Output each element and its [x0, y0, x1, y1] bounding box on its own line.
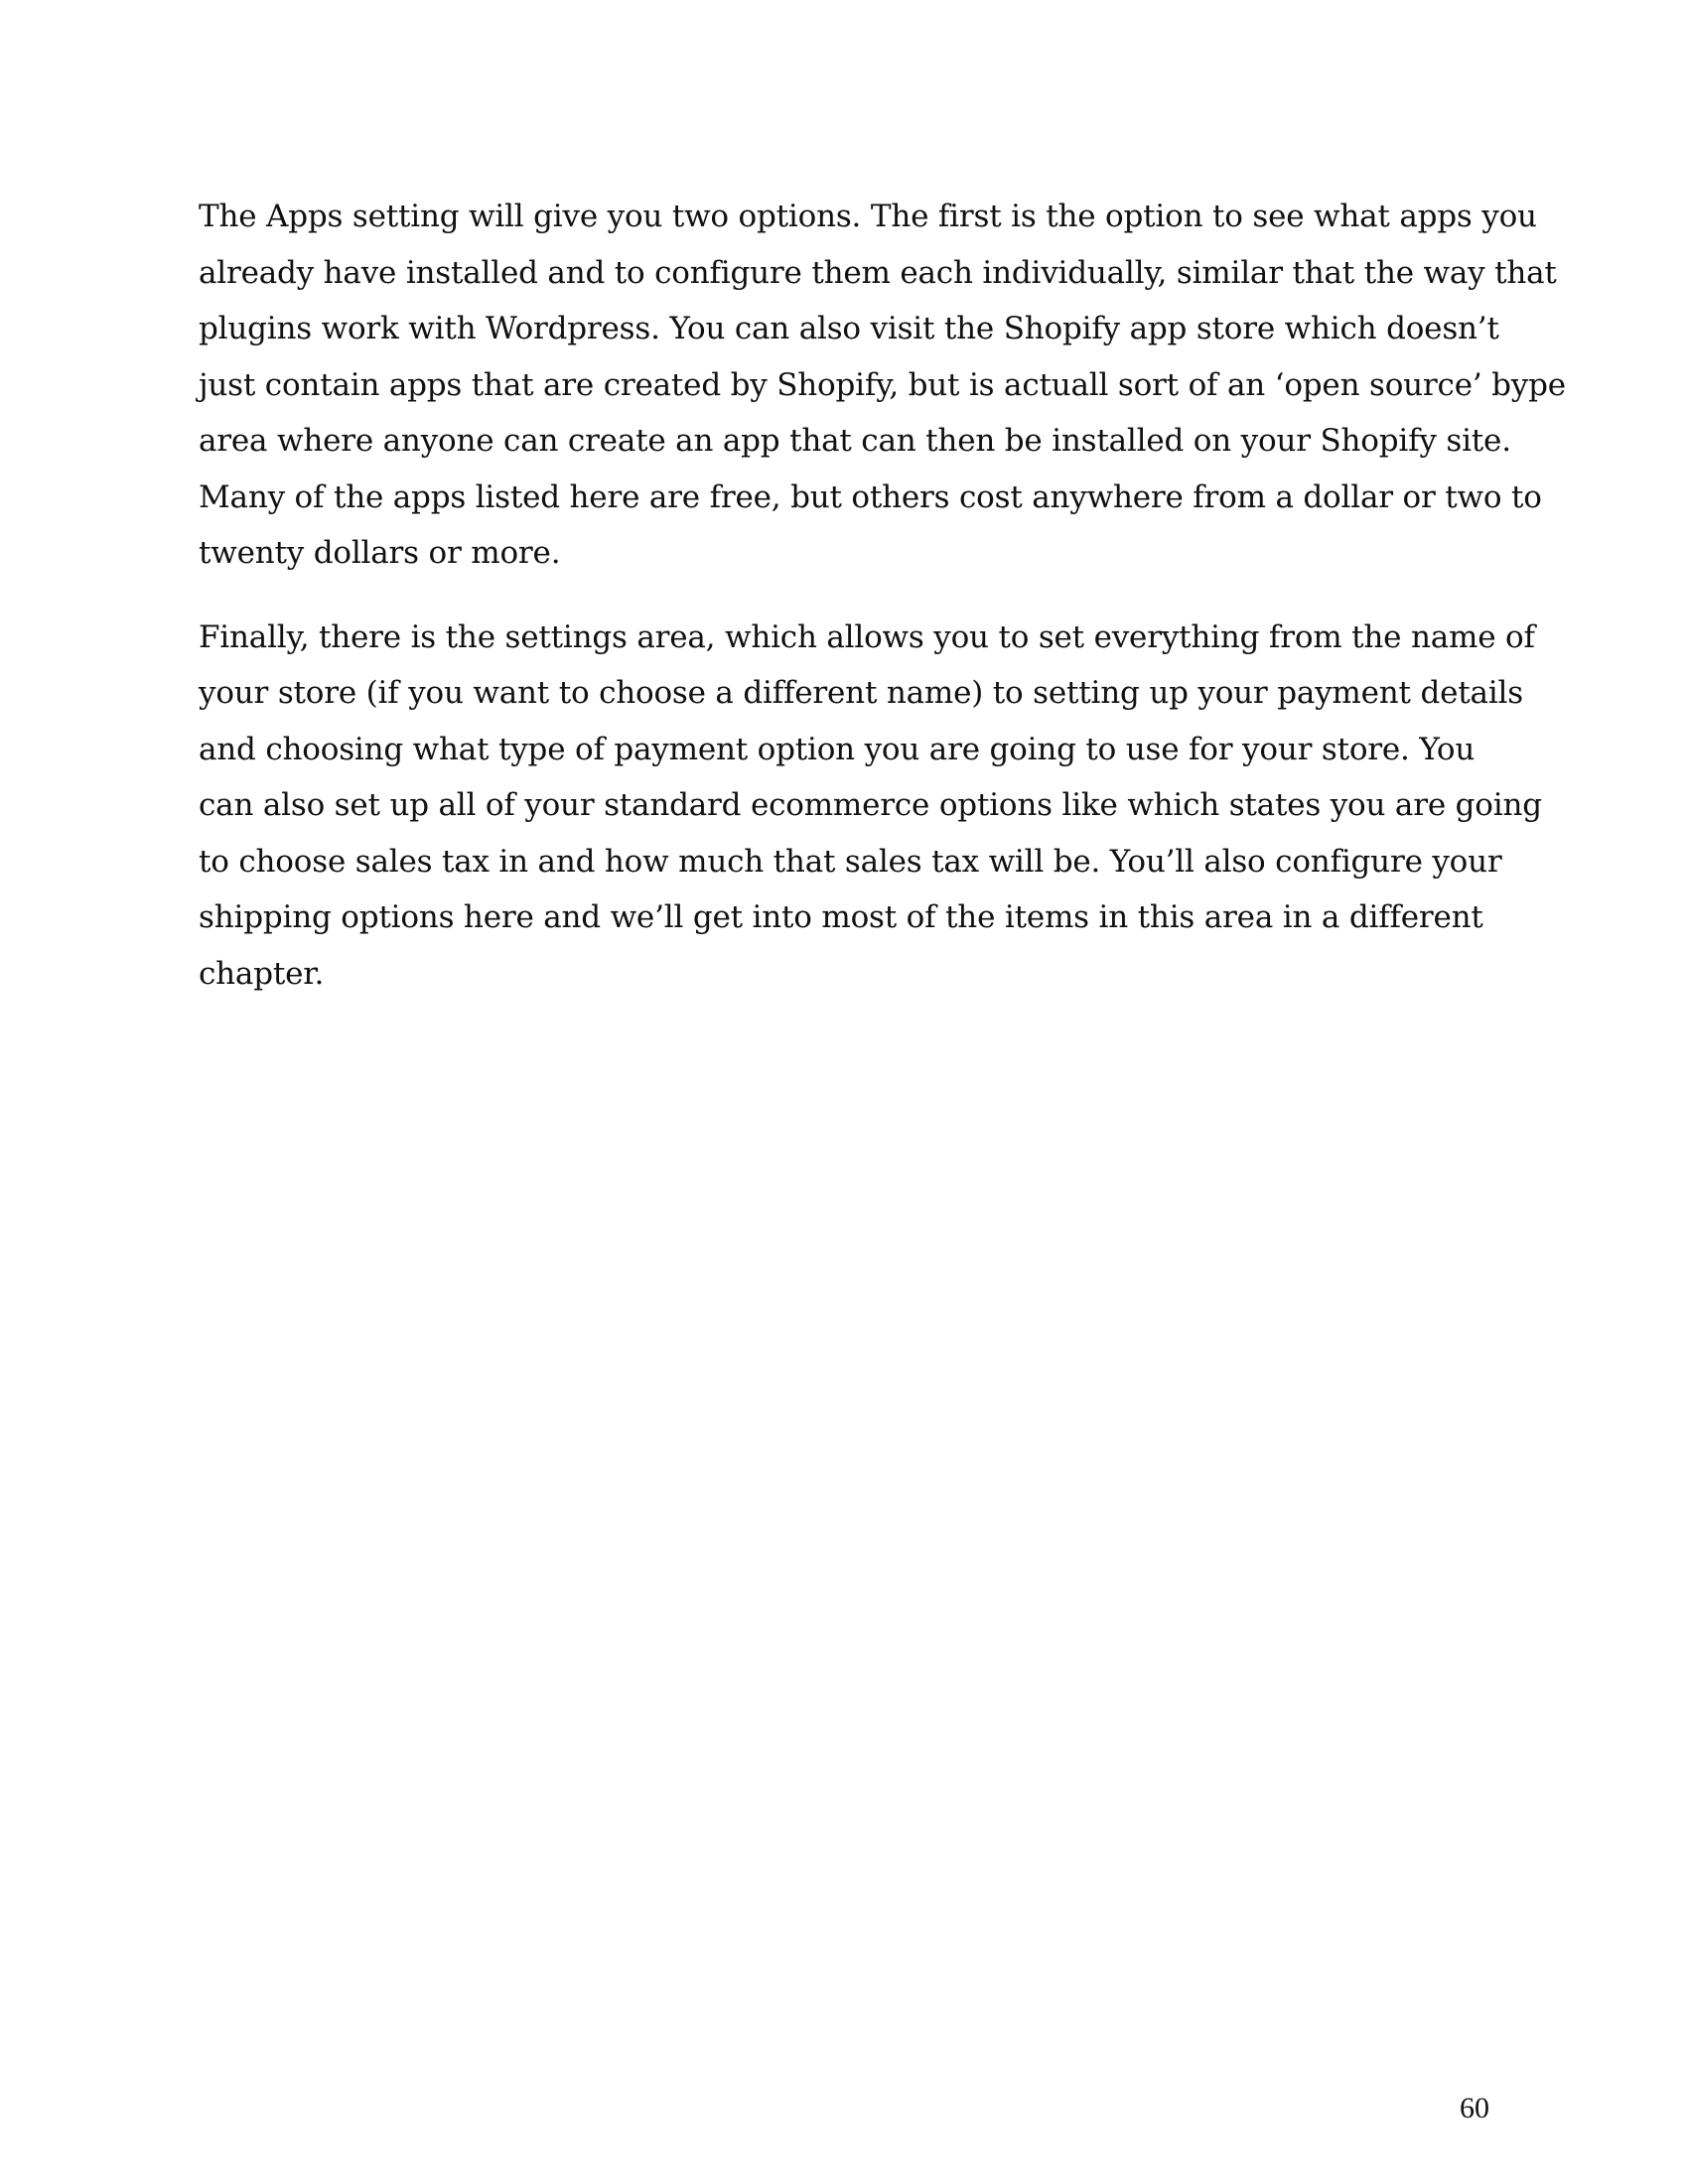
- paragraph-apps-setting: [199, 189, 1566, 582]
- page-number: 60: [1460, 2092, 1489, 2124]
- text-line: can also set up all of your standard ecommerce options like which states you are going: [199, 787, 1542, 823]
- text-line: already have installed and to configure them each individually, similar that the way that: [199, 254, 1557, 291]
- text-line: to choose sales tax in and how much that sales tax will be. You’ll also configure your: [199, 843, 1502, 880]
- paragraph-settings-area: [199, 610, 1542, 1003]
- text-line: twenty dollars or more.: [199, 535, 561, 571]
- text-line: The Apps setting will give you two options. The first is the option to see what apps you: [199, 199, 1537, 234]
- text-line: and choosing what type of payment option you are going to use for your store. You: [199, 731, 1476, 767]
- text-line: Finally, there is the settings area, which allows you to set everything from the name of: [199, 618, 1535, 655]
- text-line: plugins work with Wordpress. You can also visit the Shopify app store which doesn’t: [199, 311, 1499, 346]
- text-line: shipping options here and we’ll get into most of the items in this area in a different: [199, 899, 1483, 935]
- text-line: Many of the apps listed here are free, but others cost anywhere from a dollar or two to: [199, 478, 1542, 515]
- text-line: area where anyone can create an app that can then be installed on your Shopify site.: [199, 423, 1511, 459]
- text-line: just contain apps that are created by Shopify, but is actuall sort of an ‘open source’ bype: [199, 366, 1566, 403]
- text-line: your store (if you want to choose a different name) to setting up your payment details: [199, 675, 1523, 711]
- body-text: [199, 189, 1566, 1029]
- text-line: chapter.: [199, 955, 325, 992]
